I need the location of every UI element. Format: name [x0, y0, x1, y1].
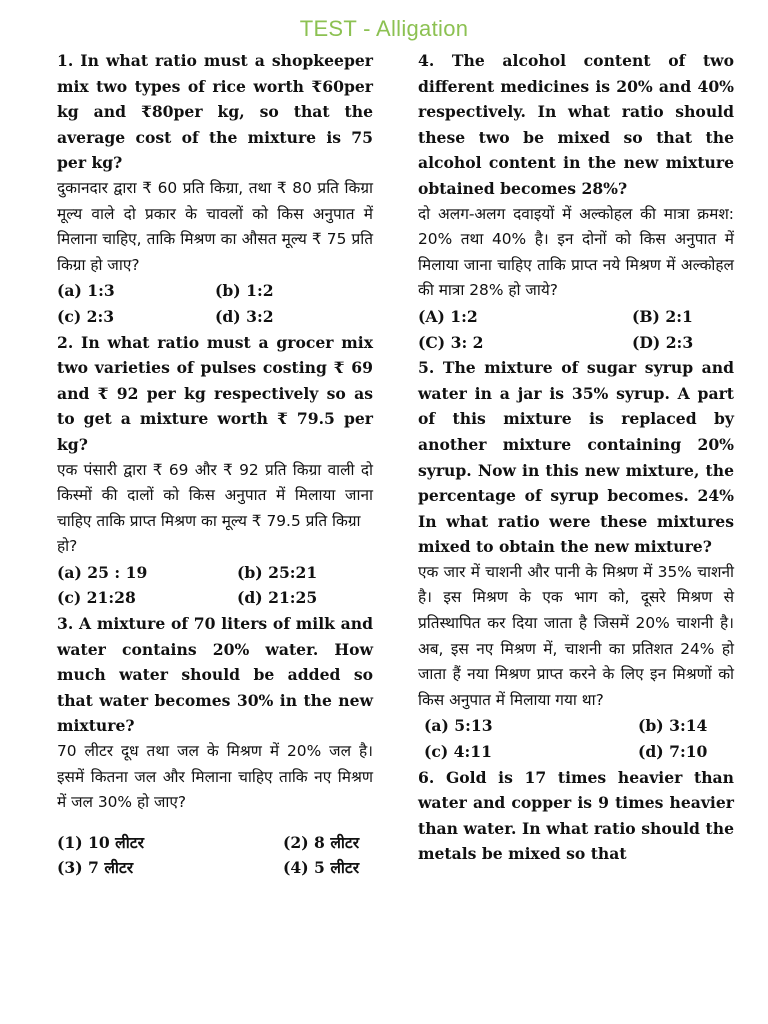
option-a: (a) 5:13 [424, 716, 493, 736]
option-c: (c) 21:28 [57, 588, 136, 608]
question-4-options [418, 304, 734, 355]
question-3-options [57, 830, 373, 881]
question-5-english: 5. The mixture of sugar syrup and water in a jar is 35% syrup. A part of this mixture is replaced by another mixture containing 20% syrup. Now in this new mixture, the percentage of syrup becomes. 24% In what ratio were these mixtures mixed to obtain the new mixture? [418, 358, 734, 557]
question-2-options [57, 560, 373, 611]
page-title: TEST - Alligation [299, 16, 469, 41]
right-column [418, 48, 734, 867]
option-d: (D) 2:3 [632, 332, 694, 352]
question-1-hindi: दुकानदार द्वारा ₹ 60 प्रति किग्रा, तथा ₹ 80 प्रति किग्रा मूल्य वाले दो प्रकार के चावलों को किस अनुपात में मिलाना चाहिए, ताकि मिश्रण का औसत मूल्य ₹ 75 प्रति किग्रा हो जाए? [57, 178, 373, 274]
question-6-english: 6. Gold is 17 times heavier than water and copper is 9 times heavier than water. In what ratio should the metals be mixed so that [418, 767, 734, 864]
option-1: (1) 10 लीटर [57, 832, 145, 852]
question-3-hindi: 70 लीटर दूध तथा जल के मिश्रण में 20% जल है। इसमें कितना जल और मिलाना चाहिए ताकि नए मिश्रण में जल 30% हो जाए? [57, 742, 373, 812]
option-d: (d) 3:2 [215, 306, 274, 326]
question-4-english: 4. The alcohol content of two different medicines is 20% and 40% respectively. In what ratio should these two be mixed so that the alcohol content in the new mixture obtained becomes 28%? [418, 51, 734, 198]
option-b: (b) 25:21 [237, 562, 318, 582]
option-a: (a) 1:3 [57, 281, 115, 301]
question-1-english: 1. In what ratio must a shopkeeper mix two types of rice worth ₹60per kg and ₹80per kg, so that the average cost of the mixture is 75 per kg? [57, 51, 373, 173]
question-5 [418, 355, 734, 765]
left-column [57, 48, 373, 881]
option-a: (A) 1:2 [418, 306, 478, 326]
option-c: (c) 2:3 [57, 306, 115, 326]
option-c: (C) 3: 2 [418, 332, 484, 352]
option-b: (b) 3:14 [638, 716, 708, 736]
question-2 [57, 330, 373, 612]
option-4: (4) 5 लीटर [283, 858, 360, 878]
question-1 [57, 48, 373, 330]
option-a: (a) 25 : 19 [57, 562, 148, 582]
option-3: (3) 7 लीटर [57, 858, 134, 878]
question-3 [57, 611, 373, 881]
question-2-english: 2. In what ratio must a grocer mix two varieties of pulses costing ₹ 69 and ₹ 92 per kg respectively so as to get a mixture worth ₹ 79.5 per kg? [57, 332, 373, 454]
question-5-hindi: एक जार में चाशनी और पानी के मिश्रण में 35% चाशनी है। इस मिश्रण के एक भाग को, दूसरे मिश्रण से प्रतिस्थापित कर दिया जाता है जिसमें 20% चाशनी है। अब, इस नए मिश्रण में, चाशनी का प्रतिशत 24% हो जाता हैं नया मिश्रण प्राप्त करने के लिए इन मिश्रणों को किस अनुपात में मिलाया गया था? [418, 562, 734, 709]
option-b: (B) 2:1 [632, 306, 693, 326]
question-3-english: 3. A mixture of 70 liters of milk and water contains 20% water. How much water should be added so that water becomes 30% in the new mixture? [57, 614, 373, 736]
question-2-hindi-end: हो? [57, 537, 78, 556]
option-d: (d) 7:10 [638, 742, 708, 762]
question-4 [418, 48, 734, 355]
question-6 [418, 765, 734, 867]
question-5-options [418, 713, 734, 764]
question-1-options [57, 278, 373, 329]
question-4-hindi: दो अलग-अलग दवाइयों में अल्कोहल की मात्रा क्रमश: 20% तथा 40% है। इन दोनों को किस अनुपात में मिलाया जाना चाहिए ताकि प्राप्त नये मिश्रण में अल्कोहल की मात्रा 28% हो जाये? [418, 204, 734, 300]
option-c: (c) 4:11 [424, 742, 492, 762]
option-d: (d) 21:25 [237, 588, 318, 608]
option-b: (b) 1:2 [215, 281, 274, 301]
spacer [57, 816, 373, 830]
option-2: (2) 8 लीटर [283, 832, 360, 852]
question-2-hindi: एक पंसारी द्वारा ₹ 69 और ₹ 92 प्रति किग्रा वाली दो किस्मों की दालों को किस अनुपात में मिलाया जाना चाहिए ताकि प्राप्त मिश्रण का मूल्य ₹ 79.5 प्रति किग्रा [57, 460, 373, 530]
